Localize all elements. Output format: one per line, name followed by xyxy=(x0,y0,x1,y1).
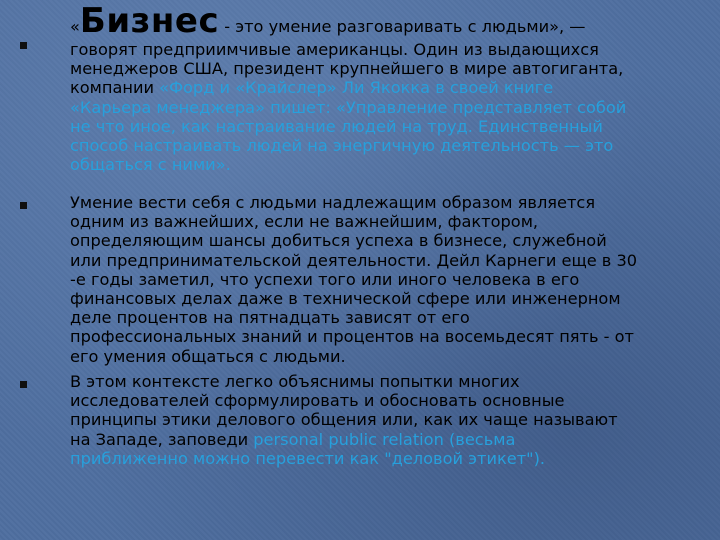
highlighted-text: personal public relation (весьма xyxy=(253,429,516,449)
emphasized-word: Бизнес xyxy=(79,1,220,41)
text-line xyxy=(70,327,690,346)
square-bullet-icon xyxy=(20,42,27,49)
text-line xyxy=(70,270,690,289)
text-line xyxy=(70,347,690,366)
highlighted-text: не что иное, как настраивание людей на труд. Единственный xyxy=(70,116,603,136)
paragraph-text xyxy=(70,193,690,366)
text-line xyxy=(70,40,690,59)
square-bullet-icon xyxy=(20,381,27,388)
text-line xyxy=(70,59,690,78)
text-segment: его умения общаться с людьми. xyxy=(70,346,346,366)
highlighted-text: общаться с ними». xyxy=(70,155,231,175)
text-segment: профессиональных знаний и процентов на восемьдесят пять - от xyxy=(70,327,634,347)
text-segment: финансовых делах даже в технической сфере или инженерном xyxy=(70,289,621,309)
highlighted-text: «Карьера менеджера» пишет: «Управление представляет собой xyxy=(70,97,627,117)
text-line xyxy=(70,212,690,231)
text-line xyxy=(70,410,690,429)
text-segment: или предпринимательской деятельности. Дейл Карнеги еще в 30 xyxy=(70,250,638,270)
text-segment: компании xyxy=(70,78,160,98)
text-line xyxy=(70,251,690,270)
text-segment: на Западе, заповеди xyxy=(70,429,254,449)
text-line xyxy=(70,98,690,117)
text-segment: -е годы заметил, что успехи того или иного человека в его xyxy=(70,269,580,289)
text-line xyxy=(70,430,690,449)
highlighted-text: способ настраивать людей на энергичную деятельность — это xyxy=(70,136,614,156)
text-line xyxy=(70,136,690,155)
text-line xyxy=(70,78,690,97)
text-segment: « xyxy=(70,17,80,36)
text-line xyxy=(70,449,690,468)
text-segment: принципы этики делового общения или, как их чаще называют xyxy=(70,410,618,430)
text-segment: определяющим шансы добиться успеха в бизнесе, служебной xyxy=(70,231,607,251)
text-segment: - это умение разговаривать с людьми», — xyxy=(219,17,586,36)
text-line xyxy=(70,117,690,136)
square-bullet-icon xyxy=(20,202,27,209)
text-line xyxy=(70,1,690,44)
paragraph-text xyxy=(70,1,690,175)
text-line xyxy=(70,155,690,174)
text-segment: В этом контексте легко объяснимы попытки многих xyxy=(70,372,520,391)
text-segment: говорят предприимчивые американцы. Один из выдающихся xyxy=(70,40,599,59)
text-line xyxy=(70,391,690,410)
highlighted-text: приближенно можно перевести как "деловой этикет"). xyxy=(70,448,546,468)
text-segment: одним из важнейших, если не важнейшим, фактором, xyxy=(70,212,539,232)
text-segment: деле процентов на пятнадцать зависят от его xyxy=(70,308,470,328)
highlighted-text: «Форд и «Крайслер» Ли Якокка в своей книге xyxy=(159,78,554,98)
text-line xyxy=(70,231,690,250)
paragraph-text xyxy=(70,372,690,468)
text-line xyxy=(70,372,690,391)
text-line xyxy=(70,308,690,327)
text-segment: исследователей сформулировать и обосновать основные xyxy=(70,391,565,411)
text-line xyxy=(70,193,690,212)
text-line xyxy=(70,289,690,308)
text-segment: Умение вести себя с людьми надлежащим образом является xyxy=(70,193,596,212)
text-segment: менеджеров США, президент крупнейшего в мире автогиганта, xyxy=(70,59,624,79)
